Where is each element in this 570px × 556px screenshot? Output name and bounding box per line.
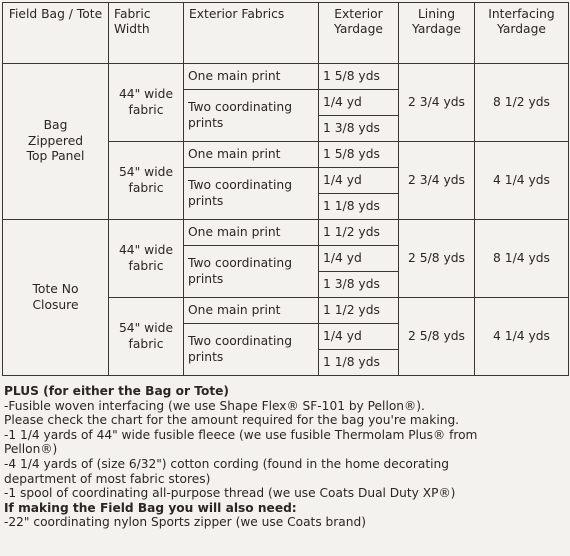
table-header-row bbox=[3, 3, 569, 64]
bag-54-width: 54" wide fabric bbox=[109, 142, 184, 220]
note-line: -1 1/4 yards of 44" wide fusible fleece (we use fusible Thermolam Plus® from bbox=[4, 427, 478, 442]
note-line: Pellon®) bbox=[4, 442, 58, 457]
bag-44-main-label: One main print bbox=[184, 64, 319, 90]
tote-44-main-label: One main print bbox=[184, 220, 319, 246]
tote-54-main-yardage: 1 1/2 yds bbox=[319, 298, 399, 324]
bag-54-coord-label: Two coordinating prints bbox=[184, 168, 319, 220]
tote-54-coord1-yardage: 1/4 yd bbox=[319, 324, 399, 350]
tote-44-coord1-yardage: 1/4 yd bbox=[319, 246, 399, 272]
tote-54-coord-label: Two coordinating prints bbox=[184, 324, 319, 376]
bag-44-interfacing: 8 1/2 yds bbox=[475, 64, 569, 142]
bag-44-width: 44" wide fabric bbox=[109, 64, 184, 142]
table-row bbox=[3, 220, 569, 246]
note-line: -4 1/4 yards of (size 6/32") cotton cording (found in the home decorating bbox=[4, 456, 449, 471]
header-interfacing-yardage: Interfacing Yardage bbox=[475, 3, 569, 64]
header-fabric-width: Fabric Width bbox=[109, 3, 184, 64]
yardage-table bbox=[2, 2, 569, 376]
note-line: -1 spool of coordinating all-purpose thread (we use Coats Dual Duty XP®) bbox=[4, 486, 456, 501]
tote-44-width: 44" wide fabric bbox=[109, 220, 184, 298]
tote-54-main-label: One main print bbox=[184, 298, 319, 324]
header-exterior-fabrics: Exterior Fabrics bbox=[184, 3, 319, 64]
tote-54-width: 54" wide fabric bbox=[109, 298, 184, 376]
bag-44-coord1-yardage: 1/4 yd bbox=[319, 90, 399, 116]
bag-44-coord-label: Two coordinating prints bbox=[184, 90, 319, 142]
tote-44-coord-label: Two coordinating prints bbox=[184, 246, 319, 298]
bag-label: Bag Zippered Top Panel bbox=[3, 64, 109, 220]
tote-44-main-yardage: 1 1/2 yds bbox=[319, 220, 399, 246]
bag-54-main-label: One main print bbox=[184, 142, 319, 168]
tote-54-interfacing: 4 1/4 yds bbox=[475, 298, 569, 376]
bag-54-main-yardage: 1 5/8 yds bbox=[319, 142, 399, 168]
bag-44-lining: 2 3/4 yds bbox=[399, 64, 475, 142]
header-exterior-yardage: Exterior Yardage bbox=[319, 3, 399, 64]
table-row bbox=[3, 64, 569, 90]
note-line: -Fusible woven interfacing (we use Shape Flex® SF-101 by Pellon®). bbox=[4, 398, 425, 413]
bag-54-coord1-yardage: 1/4 yd bbox=[319, 168, 399, 194]
tote-44-coord2-yardage: 1 3/8 yds bbox=[319, 272, 399, 298]
tote-54-coord2-yardage: 1 1/8 yds bbox=[319, 350, 399, 376]
bag-54-coord2-yardage: 1 1/8 yds bbox=[319, 194, 399, 220]
tote-label: Tote No Closure bbox=[3, 220, 109, 376]
field-bag-heading: If making the Field Bag you will also need: bbox=[4, 500, 297, 515]
plus-heading: PLUS (for either the Bag or Tote) bbox=[4, 384, 229, 398]
header-field: Field Bag / Tote bbox=[3, 3, 109, 64]
bag-44-coord2-yardage: 1 3/8 yds bbox=[319, 116, 399, 142]
note-line: department of most fabric stores) bbox=[4, 471, 211, 486]
tote-44-lining: 2 5/8 yds bbox=[399, 220, 475, 298]
supplies-notes bbox=[4, 384, 566, 530]
bag-44-main-yardage: 1 5/8 yds bbox=[319, 64, 399, 90]
bag-54-interfacing: 4 1/4 yds bbox=[475, 142, 569, 220]
tote-44-interfacing: 8 1/4 yds bbox=[475, 220, 569, 298]
note-line: Please check the chart for the amount required for the bag you're making. bbox=[4, 413, 460, 428]
bag-54-lining: 2 3/4 yds bbox=[399, 142, 475, 220]
note-line: -22" coordinating nylon Sports zipper (we use Coats brand) bbox=[4, 515, 366, 530]
tote-54-lining: 2 5/8 yds bbox=[399, 298, 475, 376]
header-lining-yardage: Lining Yardage bbox=[399, 3, 475, 64]
